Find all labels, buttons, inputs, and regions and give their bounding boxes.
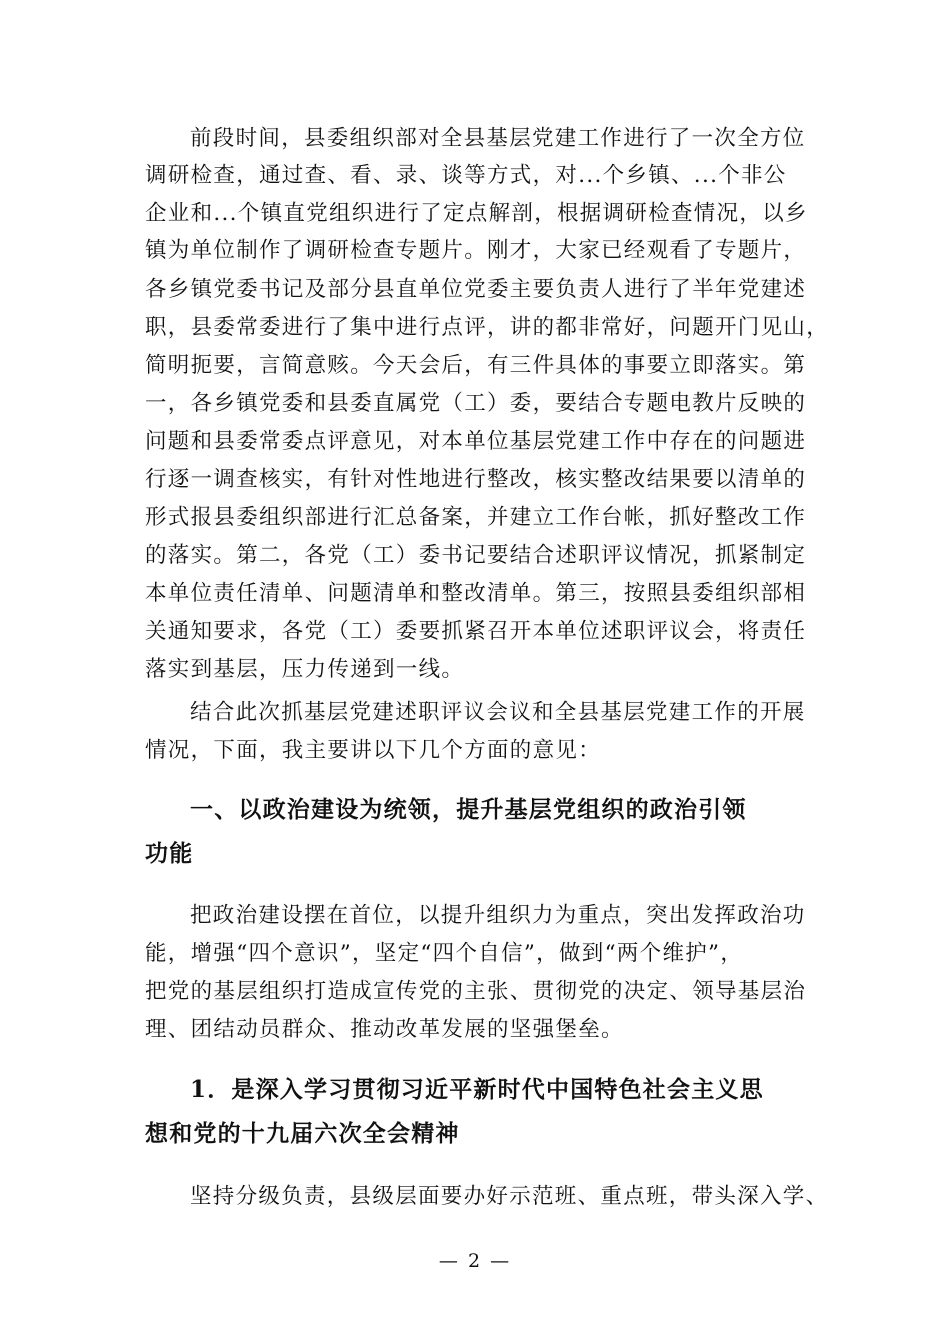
paragraph-line: 本单位责任清单、问题清单和整改清单。第三，按照县委组织部相 [145, 581, 807, 606]
paragraph-line: 关通知要求，各党（工）委要抓紧召开本单位述职评议会，将责任 [145, 619, 807, 644]
paragraph-line: 前段时间，县委组织部对全县基层党建工作进行了一次全方位 [190, 126, 806, 151]
paragraph-line: 理、团结动员群众、推动改革发展的坚强堡垒。 [145, 1017, 624, 1042]
page-number: — 2 — [438, 1250, 512, 1272]
paragraph-line: 形式报县委组织部进行汇总备案，并建立工作台帐，抓好整改工作 [145, 505, 807, 530]
section-heading-line: 一、以政治建设为统领，提升基层党组织的政治引领 [190, 797, 747, 823]
subsection-heading-line: 1．是深入学习贯彻习近平新时代中国特色社会主义思 [190, 1076, 764, 1103]
paragraph-line: 各乡镇党委书记及部分县直单位党委主要负责人进行了半年党建述 [145, 277, 807, 302]
paragraph-line: 坚持分级负责，县级层面要办好示范班、重点班，带头深入学、 [190, 1184, 829, 1209]
paragraph-line: 调研检查，通过查、看、录、谈等方式，对...个乡镇、...个非公 [145, 163, 787, 188]
paragraph-line: 问题和县委常委点评意见，对本单位基层党建工作中存在的问题进 [145, 429, 807, 454]
paragraph-line: 镇为单位制作了调研检查专题片。刚才，大家已经观看了专题片， [145, 238, 807, 263]
section-heading-line: 功能 [145, 841, 194, 867]
paragraph-line: 职，县委常委进行了集中进行点评，讲的都非常好，问题开门见山， [145, 315, 830, 340]
paragraph-line: 把政治建设摆在首位，以提升组织力为重点，突出发挥政治功 [190, 903, 806, 928]
paragraph-line: 能，增强“四个意识”，坚定“四个自信”，做到“两个维护”， [145, 941, 744, 966]
paragraph-line: 把党的基层组织打造成宣传党的主张、贯彻党的决定、领导基层治 [145, 979, 807, 1004]
paragraph-line: 简明扼要，言简意赅。今天会后，有三件具体的事要立即落实。第 [145, 353, 807, 378]
paragraph-line: 一，各乡镇党委和县委直属党（工）委，要结合专题电教片反映的 [145, 391, 807, 416]
paragraph-line: 落实到基层，压力传递到一线。 [145, 657, 465, 682]
paragraph-line: 行逐一调查核实，有针对性地进行整改，核实整改结果要以清单的 [145, 467, 807, 492]
paragraph-line: 企业和...个镇直党组织进行了定点解剖，根据调研检查情况，以乡 [145, 201, 808, 226]
paragraph-line: 情况，下面，我主要讲以下几个方面的意见： [145, 738, 602, 763]
subsection-heading-line: 想和党的十九届六次全会精神 [145, 1120, 460, 1147]
paragraph-line: 结合此次抓基层党建述职评议会议和全县基层党建工作的开展 [190, 700, 806, 725]
paragraph-line: 的落实。第二，各党（工）委书记要结合述职评议情况，抓紧制定 [145, 543, 807, 568]
